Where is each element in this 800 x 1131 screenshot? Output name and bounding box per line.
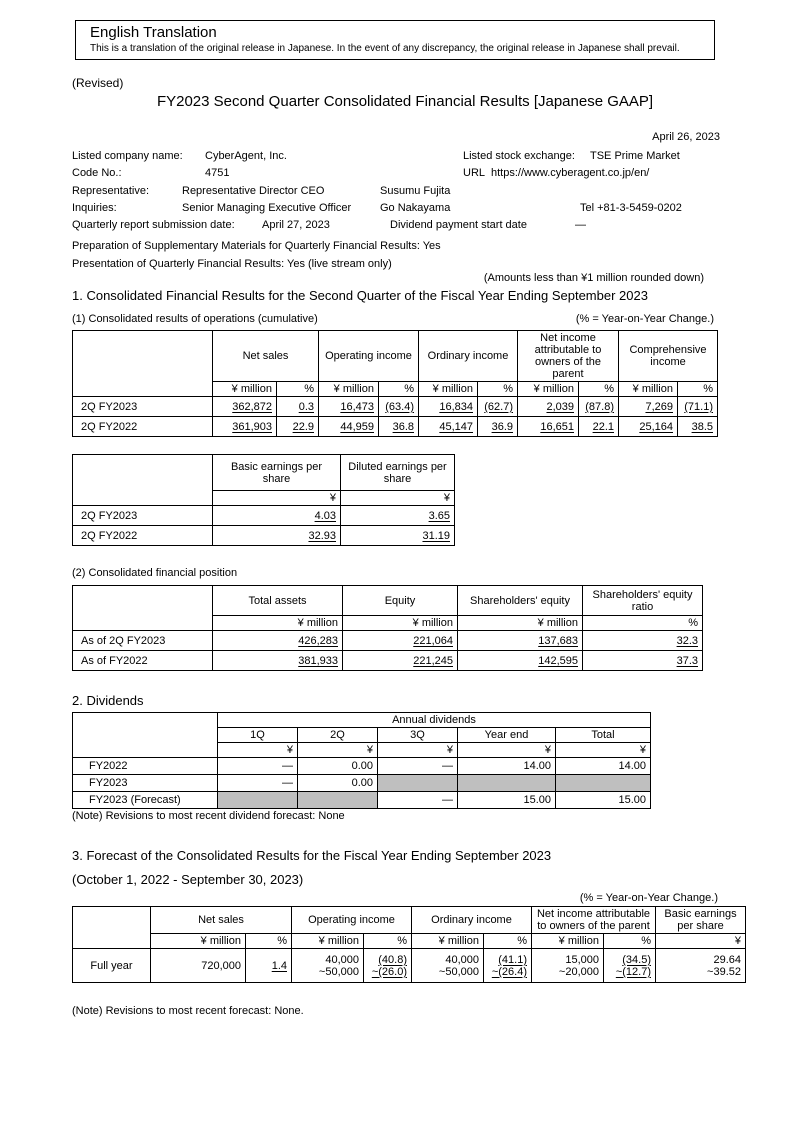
- blank-cell: [458, 775, 556, 792]
- unit-cell: %: [379, 382, 419, 397]
- section2-heading: 2. Dividends: [72, 693, 144, 708]
- forecast-table: [72, 906, 746, 983]
- unit-cell: ¥ million: [412, 934, 484, 949]
- value-cell: 37.3: [583, 651, 703, 671]
- value-cell: 14.00: [458, 758, 556, 775]
- unit-cell: %: [246, 934, 292, 949]
- unit-cell: %: [604, 934, 656, 949]
- value-cell: —: [218, 758, 298, 775]
- unit-cell: ¥: [378, 743, 458, 758]
- unit-cell: %: [484, 934, 532, 949]
- forecast-header-row: [73, 907, 746, 934]
- unit-cell: %: [579, 382, 619, 397]
- forecast-note: (Note) Revisions to most recent forecast: None.: [72, 1005, 304, 1017]
- eps-table: [72, 454, 455, 546]
- value-cell: 0.3: [277, 397, 319, 417]
- representative-title: Representative Director CEO: [182, 185, 325, 197]
- document-title: FY2023 Second Quarter Consolidated Financial Results [Japanese GAAP]: [156, 93, 654, 110]
- blank-cell: [556, 775, 651, 792]
- company-info-line-2: [72, 167, 772, 181]
- row-label: FY2023: [73, 775, 218, 792]
- unit-cell: ¥ million: [619, 382, 678, 397]
- listed-company-value: CyberAgent, Inc.: [205, 150, 287, 162]
- section3-period: (October 1, 2022 - September 30, 2023): [72, 872, 304, 887]
- representative-label: Representative:: [72, 185, 150, 197]
- unit-cell: ¥ million: [292, 934, 364, 949]
- financial-position-table: [72, 585, 703, 671]
- col-header-3q: 3Q: [378, 728, 458, 743]
- eps-row-2q-fy2022: [73, 526, 455, 546]
- value-cell: 7,269: [619, 397, 678, 417]
- listed-company-label: Listed company name:: [72, 150, 183, 162]
- col-header-year-end: Year end: [458, 728, 556, 743]
- corner-cell: [73, 455, 213, 506]
- value-cell: 15.00: [458, 792, 556, 809]
- unit-cell: ¥ million: [419, 382, 478, 397]
- unit-cell: ¥: [458, 743, 556, 758]
- col-header-net-income: Net income attributable to owners of the parent: [532, 907, 656, 934]
- unit-cell: ¥ million: [213, 382, 277, 397]
- dividends-row-fy2022: [73, 758, 651, 775]
- blank-cell: [298, 792, 378, 809]
- unit-cell: %: [678, 382, 718, 397]
- section3-yoy-note: (% = Year-on-Year Change.): [579, 892, 718, 904]
- value-cell: 45,147: [419, 417, 478, 437]
- stock-exchange-value: TSE Prime Market: [590, 150, 680, 162]
- stock-exchange-label: Listed stock exchange:: [463, 150, 575, 162]
- value-cell: —: [378, 758, 458, 775]
- unit-cell: ¥: [213, 491, 341, 506]
- value-cell: 1.4: [246, 949, 292, 983]
- col-header-equity-ratio: Shareholders' equity ratio: [583, 586, 703, 616]
- dividends-note: (Note) Revisions to most recent dividend forecast: None: [72, 810, 345, 822]
- value-cell: 3.65: [341, 506, 455, 526]
- value-cell: 32.93: [213, 526, 341, 546]
- value-cell: 38.5: [678, 417, 718, 437]
- dividends-row-fy2023: [73, 775, 651, 792]
- col-header-1q: 1Q: [218, 728, 298, 743]
- col-header-comprehensive-income: Comprehensive income: [619, 331, 718, 382]
- value-cell: (87.8): [579, 397, 619, 417]
- url-label: URL: [463, 167, 486, 179]
- results-header-row: [73, 331, 718, 382]
- section1-yoy-note: (% = Year-on-Year Change.): [575, 313, 714, 325]
- col-header-net-sales: Net sales: [213, 331, 319, 382]
- col-header-operating-income: Operating income: [292, 907, 412, 934]
- col-header-ordinary-income: Ordinary income: [412, 907, 532, 934]
- value-cell: 29.64 ~39.52: [656, 949, 746, 983]
- col-header-net-sales: Net sales: [151, 907, 292, 934]
- inquiries-name: Go Nakayama: [380, 202, 451, 214]
- row-label: FY2023 (Forecast): [73, 792, 218, 809]
- value-cell: 36.9: [478, 417, 518, 437]
- representative-name: Susumu Fujita: [380, 185, 451, 197]
- value-cell: 22.9: [277, 417, 319, 437]
- value-cell: 40,000 ~50,000: [292, 949, 364, 983]
- translation-title: English Translation: [90, 24, 217, 41]
- value-cell: 16,473: [319, 397, 379, 417]
- code-value: 4751: [205, 167, 230, 179]
- value-cell: —: [218, 775, 298, 792]
- revised-label: (Revised): [72, 76, 124, 90]
- value-cell: 137,683: [458, 631, 583, 651]
- value-cell: 31.19: [341, 526, 455, 546]
- value-cell: (41.1) ~(26.4): [484, 949, 532, 983]
- dividend-start-value: —: [575, 219, 586, 231]
- unit-cell: %: [478, 382, 518, 397]
- value-cell: (71.1): [678, 397, 718, 417]
- row-label: 2Q FY2022: [73, 417, 213, 437]
- presentation-note: Presentation of Quarterly Financial Results: Yes (live stream only): [72, 258, 392, 270]
- value-cell: 426,283: [213, 631, 343, 651]
- col-header-2q: 2Q: [298, 728, 378, 743]
- unit-cell: ¥: [656, 934, 746, 949]
- results-row-2q-fy2023: [73, 397, 718, 417]
- company-info-line-3: [72, 185, 772, 199]
- section1-sub1: (1) Consolidated results of operations (cumulative): [72, 313, 318, 325]
- row-label: 2Q FY2023: [73, 397, 213, 417]
- col-header-total: Total: [556, 728, 651, 743]
- release-date: April 26, 2023: [652, 131, 720, 143]
- value-cell: 221,064: [343, 631, 458, 651]
- code-label: Code No.:: [72, 167, 122, 179]
- value-cell: (34.5) ~(12.7): [604, 949, 656, 983]
- section3-heading: 3. Forecast of the Consolidated Results for the Fiscal Year Ending September 2023: [72, 848, 552, 863]
- unit-cell: ¥ million: [458, 616, 583, 631]
- dividends-span-header-row: [73, 713, 651, 728]
- value-cell: 16,651: [518, 417, 579, 437]
- value-cell: 362,872: [213, 397, 277, 417]
- dividends-table: [72, 712, 651, 809]
- value-cell: —: [378, 792, 458, 809]
- value-cell: 0.00: [298, 775, 378, 792]
- unit-cell: ¥ million: [518, 382, 579, 397]
- unit-cell: ¥: [298, 743, 378, 758]
- row-label: As of FY2022: [73, 651, 213, 671]
- supplementary-materials-note: Preparation of Supplementary Materials for Quarterly Financial Results: Yes: [72, 240, 441, 252]
- value-cell: 36.8: [379, 417, 419, 437]
- blank-cell: [378, 775, 458, 792]
- col-header-net-income: Net income attributable to owners of the parent: [518, 331, 619, 382]
- unit-cell: ¥: [218, 743, 298, 758]
- corner-cell: [73, 713, 218, 758]
- unit-cell: ¥: [556, 743, 651, 758]
- translation-note: This is a translation of the original release in Japanese. In the event of any discrepancy, the original release in Japanese shall prevail.: [90, 43, 680, 54]
- col-header-total-assets: Total assets: [213, 586, 343, 616]
- value-cell: 22.1: [579, 417, 619, 437]
- value-cell: 0.00: [298, 758, 378, 775]
- value-cell: 2,039: [518, 397, 579, 417]
- corner-cell: [73, 586, 213, 631]
- value-cell: 40,000 ~50,000: [412, 949, 484, 983]
- position-row-2q-fy2023: [73, 631, 703, 651]
- col-header-diluted-eps: Diluted earnings per share: [341, 455, 455, 491]
- value-cell: 4.03: [213, 506, 341, 526]
- unit-cell: ¥: [341, 491, 455, 506]
- position-row-fy2022: [73, 651, 703, 671]
- value-cell: 381,933: [213, 651, 343, 671]
- blank-cell: [218, 792, 298, 809]
- row-label: 2Q FY2023: [73, 506, 213, 526]
- eps-header-row: [73, 455, 455, 491]
- translation-notice-box: [75, 20, 715, 60]
- col-header-operating-income: Operating income: [319, 331, 419, 382]
- value-cell: 25,164: [619, 417, 678, 437]
- unit-cell: ¥ million: [532, 934, 604, 949]
- row-label: 2Q FY2022: [73, 526, 213, 546]
- company-info-line-5: [72, 219, 772, 233]
- company-info-line-4: [72, 202, 772, 216]
- value-cell: 221,245: [343, 651, 458, 671]
- unit-cell: ¥ million: [151, 934, 246, 949]
- unit-cell: ¥ million: [343, 616, 458, 631]
- value-cell: 720,000: [151, 949, 246, 983]
- annual-dividends-header: Annual dividends: [218, 713, 651, 728]
- inquiries-title: Senior Managing Executive Officer: [182, 202, 352, 214]
- section1-sub2: (2) Consolidated financial position: [72, 567, 238, 579]
- results-table: [72, 330, 718, 437]
- dividend-start-label: Dividend payment start date: [390, 219, 527, 231]
- value-cell: 15.00: [556, 792, 651, 809]
- forecast-row-full-year: [73, 949, 746, 983]
- row-label: FY2022: [73, 758, 218, 775]
- unit-cell: %: [583, 616, 703, 631]
- col-header-shareholders-equity: Shareholders' equity: [458, 586, 583, 616]
- col-header-equity: Equity: [343, 586, 458, 616]
- corner-cell: [73, 331, 213, 397]
- section1-heading: 1. Consolidated Financial Results for the Second Quarter of the Fiscal Year Ending September 2023: [72, 288, 648, 303]
- forecast-unit-row: [73, 934, 746, 949]
- company-url-link[interactable]: https://www.cyberagent.co.jp/en/: [491, 167, 650, 179]
- unit-cell: %: [277, 382, 319, 397]
- telephone-number: Tel +81-3-5459-0202: [580, 202, 682, 214]
- value-cell: 32.3: [583, 631, 703, 651]
- row-label: Full year: [73, 949, 151, 983]
- col-header-basic-eps: Basic earnings per share: [213, 455, 341, 491]
- unit-cell: %: [364, 934, 412, 949]
- value-cell: 44,959: [319, 417, 379, 437]
- value-cell: 16,834: [419, 397, 478, 417]
- eps-row-2q-fy2023: [73, 506, 455, 526]
- value-cell: (62.7): [478, 397, 518, 417]
- company-info-line-1: [72, 150, 772, 164]
- results-row-2q-fy2022: [73, 417, 718, 437]
- inquiries-label: Inquiries:: [72, 202, 117, 214]
- corner-cell: [73, 907, 151, 949]
- value-cell: 142,595: [458, 651, 583, 671]
- value-cell: (63.4): [379, 397, 419, 417]
- value-cell: 15,000 ~20,000: [532, 949, 604, 983]
- submission-date-value: April 27, 2023: [262, 219, 330, 231]
- col-header-ordinary-income: Ordinary income: [419, 331, 518, 382]
- value-cell: 361,903: [213, 417, 277, 437]
- submission-date-label: Quarterly report submission date:: [72, 219, 235, 231]
- unit-cell: ¥ million: [213, 616, 343, 631]
- value-cell: (40.8) ~(26.0): [364, 949, 412, 983]
- position-header-row: [73, 586, 703, 616]
- rounding-note: (Amounts less than ¥1 million rounded down): [483, 272, 704, 284]
- value-cell: 14.00: [556, 758, 651, 775]
- row-label: As of 2Q FY2023: [73, 631, 213, 651]
- dividends-row-fy2023-forecast: [73, 792, 651, 809]
- unit-cell: ¥ million: [319, 382, 379, 397]
- col-header-basic-eps: Basic earnings per share: [656, 907, 746, 934]
